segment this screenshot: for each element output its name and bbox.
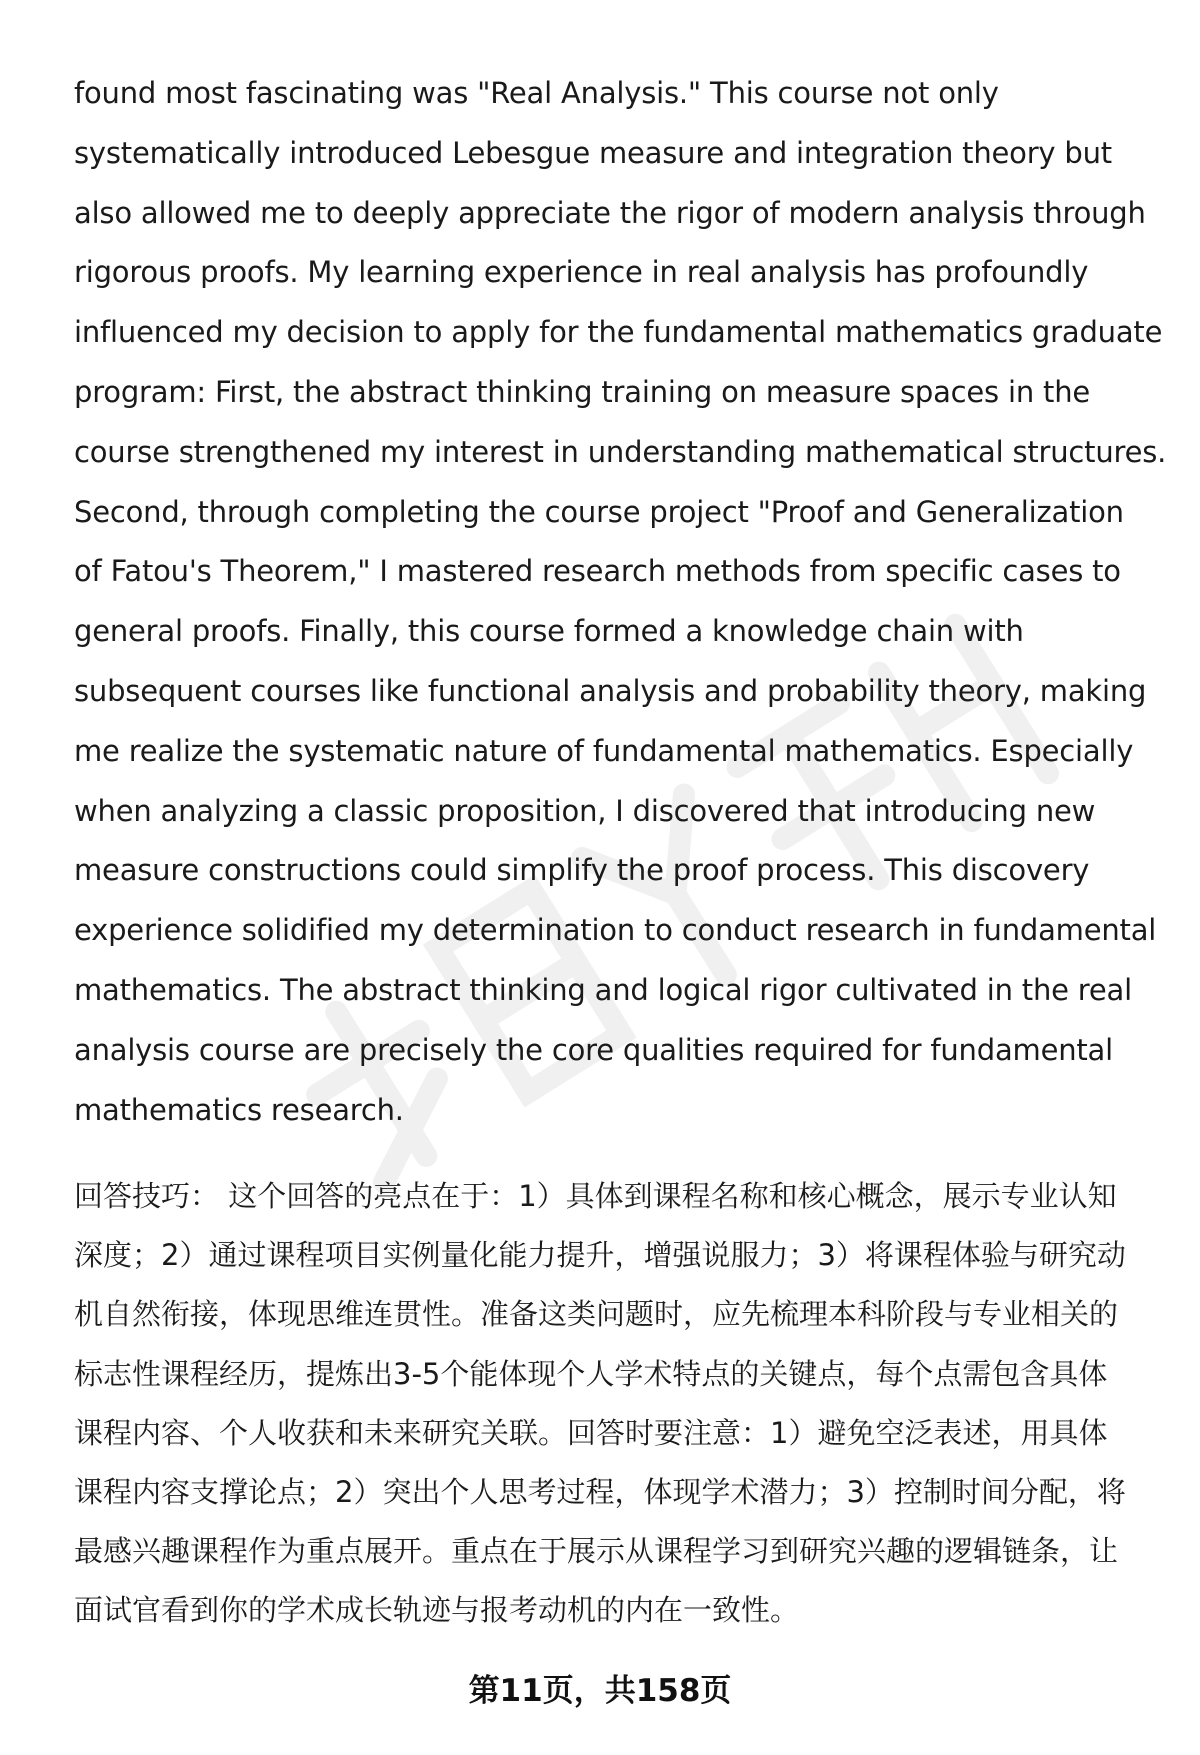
essay-line: rigorous proofs. My learning experience in real analysis has profoundly <box>74 255 1089 290</box>
page-number-footer: 第11页，共158页 <box>468 1673 732 1709</box>
tips-line: 深度；2）通过课程项目实例量化能力提升，增强说服力；3）将课程体验与研究动 <box>74 1238 1126 1273</box>
tips-line: 课程内容、个人收获和未来研究关联。回答时要注意：1）避免空泛表述，用具体 <box>74 1415 1108 1450</box>
tips-line: 最感兴趣课程作为重点展开。重点在于展示从课程学习到研究兴趣的逻辑链条，让 <box>74 1534 1119 1569</box>
essay-paragraph <box>74 64 1167 1140</box>
essay-line: Second, through completing the course project "Proof and Generalization <box>74 494 1124 529</box>
tips-line: 课程内容支撑论点；2）突出个人思考过程，体现学术潜力；3）控制时间分配，将 <box>74 1474 1126 1509</box>
essay-line: of Fatou's Theorem," I mastered research methods from specific cases to <box>74 554 1121 589</box>
essay-line: subsequent courses like functional analysis and probability theory, making <box>74 673 1147 708</box>
essay-line: influenced my decision to apply for the fundamental mathematics graduate <box>74 315 1163 350</box>
essay-line: analysis course are precisely the core qualities required for fundamental <box>74 1032 1113 1067</box>
essay-line: systematically introduced Lebesgue measure and integration theory but <box>74 135 1112 170</box>
answer-tips-paragraph <box>74 1167 1154 1641</box>
essay-line: me realize the systematic nature of fundamental mathematics. Especially <box>74 733 1134 768</box>
tips-line: 标志性课程经历，提炼出3-5个能体现个人学术特点的关键点，每个点需包含具体 <box>74 1356 1108 1391</box>
essay-line: mathematics. The abstract thinking and logical rigor cultivated in the real <box>74 972 1132 1007</box>
essay-line: found most fascinating was "Real Analysis." This course not only <box>74 76 999 110</box>
essay-line: course strengthened my interest in understanding mathematical structures. <box>74 434 1167 469</box>
tips-line: 机自然衔接，体现思维连贯性。准备这类问题时，应先梳理本科阶段与专业相关的 <box>74 1297 1119 1332</box>
essay-line: program: First, the abstract thinking training on measure spaces in the <box>74 374 1091 409</box>
essay-line: when analyzing a classic proposition, I discovered that introducing new <box>74 793 1096 828</box>
essay-line: also allowed me to deeply appreciate the rigor of modern analysis through <box>74 195 1146 230</box>
essay-line: mathematics research. <box>74 1092 404 1127</box>
essay-line: experience solidified my determination to conduct research in fundamental <box>74 913 1157 948</box>
essay-line: general proofs. Finally, this course formed a knowledge chain with <box>74 614 1024 649</box>
essay-line: measure constructions could simplify the proof process. This discovery <box>74 853 1090 888</box>
tips-line: 回答技巧： 这个回答的亮点在于：1）具体到课程名称和核心概念，展示专业认知 <box>74 1179 1117 1213</box>
tips-line: 面试官看到你的学术成长轨迹与报考动机的内在一致性。 <box>74 1593 800 1628</box>
